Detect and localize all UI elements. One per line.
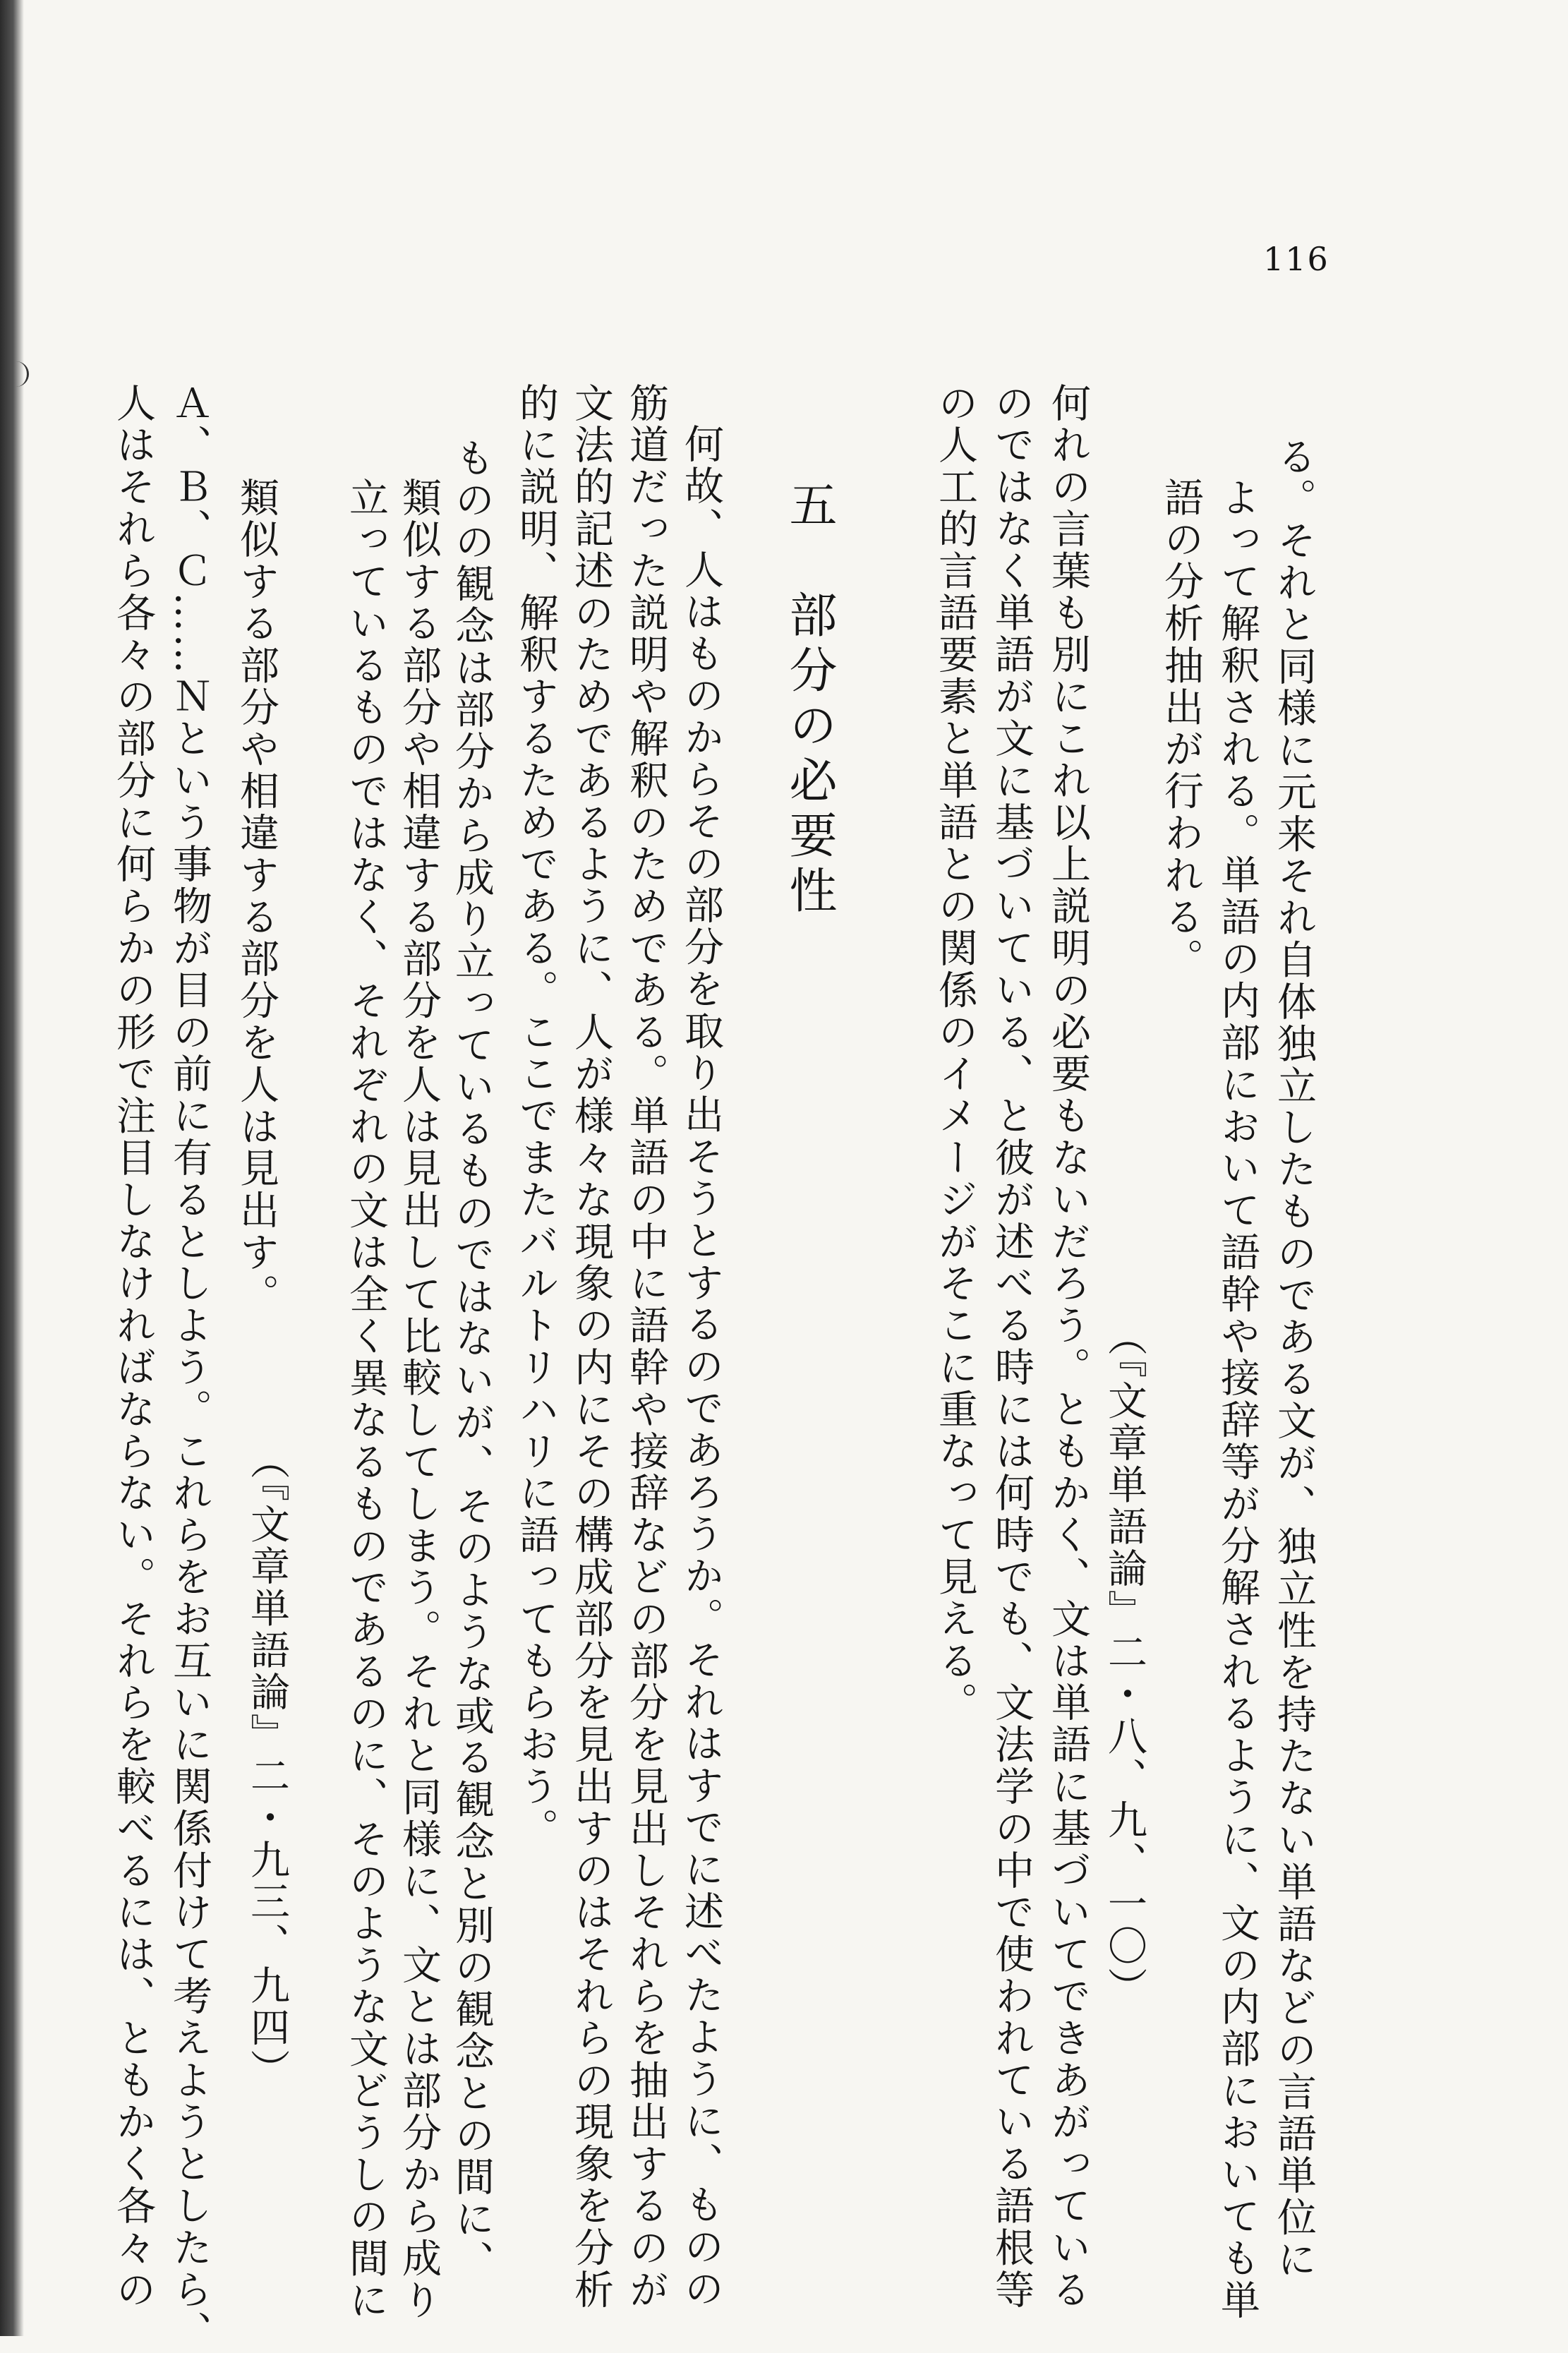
text-line-9: 文法的記述のためであるように、人が様々な現象の内にその構成部分を見出すのはそれらの現象を分析 [568,383,614,2311]
quote-line-3: 立っているものではなく、それぞれの文は全く異なるものであるのに、そのような文どうしの間に [343,477,389,2322]
quote-line-2: 類似する部分や相違する部分を人は見出して比較してしまう。それと同様に、文とは部分から成り [396,477,442,2322]
text-line-4: 何れの言葉も別にこれ以上説明の必要もないだろう。ともかく、文は単語に基づいてできあがっている [1045,383,1091,2311]
citation-2b: （『文章単語論』二・九三、九四） [244,1440,290,2091]
binding-mark [13,361,29,387]
citation-1: （『文章単語論』二・八、九、一〇） [1102,1316,1147,2009]
text-line-5: のではなく単語が文に基づいている、と彼が述べる時には何時でも、文法学の中で使われている語根等 [989,383,1035,2311]
text-line-1: る。それと同様に元来それ自体独立したものである文が、独立性を持たない単語などの言語単位に [1271,436,1317,2281]
binding-edge [0,0,24,2336]
text-line-7: 何故、人はものからその部分を取り出そうとするのであろうか。それはすでに述べたように、ものの [678,423,724,2310]
text-line-11: Ａ、Ｂ、Ｃ……Ｎという事物が目の前に有るとしよう。これらをお互いに関係付けて考えようとしたら、 [167,383,212,2353]
quote-line-1: ものの観念は部分から成り立っているものではないが、そのような或る観念と別の観念との間に、 [449,438,495,2282]
text-line-6: の人工的言語要素と単語との関係のイメージがそこに重なって見える。 [932,383,978,1724]
text-line-3: 語の分析抽出が行われる。 [1158,477,1204,980]
text-line-12: 人はそれら各々の部分に何らかの形で注目しなければならない。それらを較べるには、ともかく各々の [110,383,156,2311]
quote-line-4: 類似する部分や相違する部分を人は見出す。 [234,477,279,1316]
section-heading: 五 部分の必要性 [781,480,837,920]
text-line-8: 筋道だった説明や解釈のためである。単語の中に語幹や接辞などの部分を見出しそれらを抽出するのが [623,383,669,2311]
page-number: 116 [1263,240,1329,278]
text-line-2: よって解釈される。単語の内部において語幹や接辞等が分解されるように、文の内部においても単 [1214,477,1260,2322]
text-line-10: 的に説明、解釈するためである。ここでまたバルトリハリに語ってもらおう。 [513,383,559,1850]
